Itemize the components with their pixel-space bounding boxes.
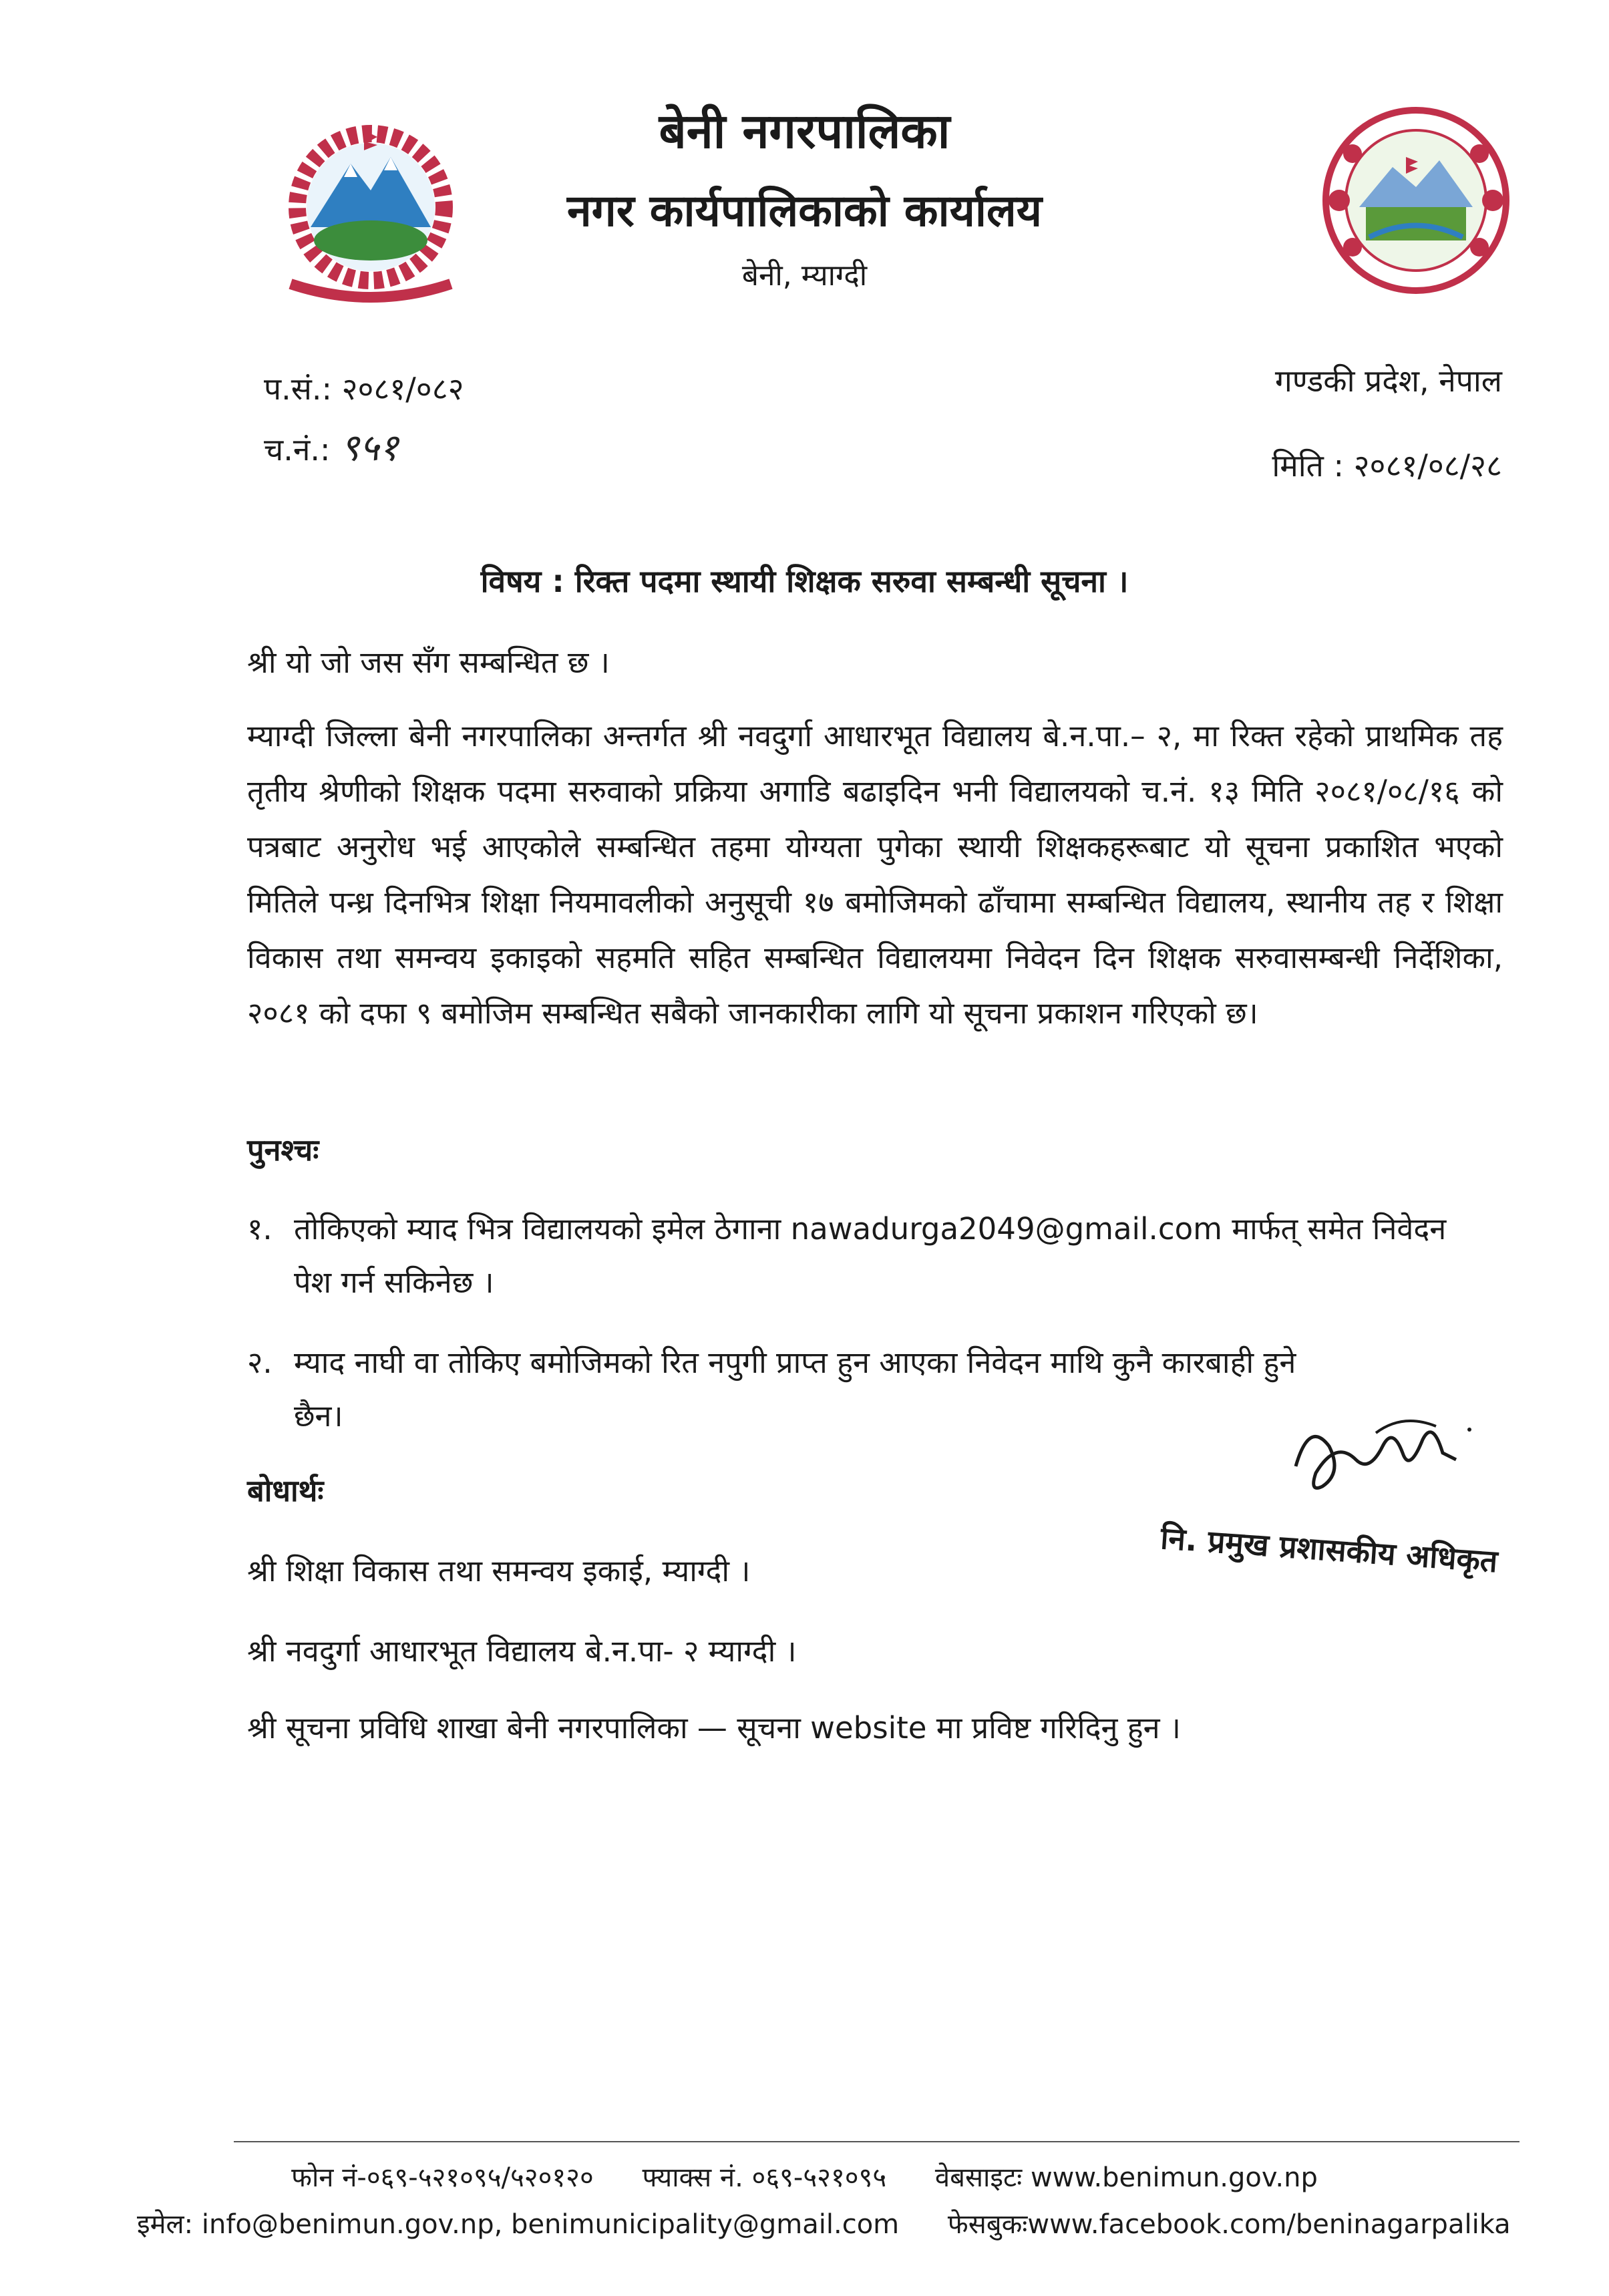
note-line: म्याद नाघी वा तोकिए बमोजिमको रित नपुगी प्राप्त हुन आएका निवेदन माथि कुनै कारबाही हुने (294, 1345, 1296, 1380)
recipient-line: श्री यो जो जस सँग सम्बन्धित छ । (247, 645, 610, 680)
dispatch-label: च.नं.: (264, 432, 331, 468)
date-label: मिति : (1272, 448, 1345, 484)
letter-date (1272, 444, 1502, 486)
footer-email: इमेल: info@benimun.gov.np, benimunicipality@gmail.com (137, 2209, 900, 2240)
footer-website: वेबसाइटः www.benimun.gov.np (934, 2162, 1318, 2193)
footer-fax: फ्याक्स नं. ०६९-५२१०९५ (642, 2162, 887, 2193)
dispatch-value: ९५१ (340, 426, 399, 470)
dispatch-number (264, 421, 398, 472)
office-name: नगर कार्यपालिकाको कार्यालय (567, 185, 1042, 236)
signature-icon (1282, 1393, 1483, 1513)
subject-line: विषय : रिक्त पदमा स्थायी शिक्षक सरुवा सम्बन्धी सूचना । (480, 563, 1129, 599)
main-paragraph: म्याग्दी जिल्ला बेनी नगरपालिका अन्तर्गत श्री नवदुर्गा आधारभूत विद्यालय बे.न.पा.– २, मा रिक्त रहेको प्राथमिक तह तृतीय श्रेणीको शिक्षक पदमा सरुवाको प्रक्रिया अगाडि बढाइदिन भनी विद्यालयको च.नं. १३ मिति २०८१/०८/१६ को पत्रबाट अनुरोध भई आएकोले सम्बन्धित तहमा योग्यता पुगेका स्थायी शिक्षकहरूबाट यो सूचना प्रकाशित भएको मितिले पन्ध्र दिनभित्र शिक्षा नियमावलीको अनुसूची १७ बमोजिमको ढाँचामा सम्बन्धित विद्यालय, स्थानीय तह र शिक्षा विकास तथा समन्वय इकाइको सहमति सहित सम्बन्धित विद्यालयमा निवेदन दिन शिक्षक सरुवासम्बन्धी निर्देशिका, २०८१ को दफा ९ बमोजिम सम्बन्धित सबैको जानकारीका लागि यो सूचना प्रकाशन गरिएको छ। (247, 718, 1503, 1031)
province-line: गण्डकी प्रदेश, नेपाल (1274, 363, 1502, 399)
ref-value: २०८१/०८२ (341, 371, 464, 407)
note-line: तोकिएको म्याद भित्र विद्यालयको इमेल ठेगाना nawadurga2049@gmail.com मार्फत् समेत निवेदन (294, 1211, 1447, 1247)
cc-item: श्री शिक्षा विकास तथा समन्वय इकाई, म्याग्दी । (247, 1553, 751, 1589)
date-value: २०८१/०८/२८ (1353, 448, 1502, 484)
footer-phone: फोन नं-०६९-५२१०९५/५२०१२० (291, 2162, 594, 2193)
footer-facebook: फेसबुकःwww.facebook.com/beninagarpalika (947, 2209, 1511, 2240)
reference-number (264, 367, 464, 409)
footer-email-line (137, 2204, 1606, 2241)
postscript-title: पुनश्चः (247, 1132, 319, 1168)
ref-label: प.सं.: (264, 371, 332, 407)
footer-divider (234, 2141, 1519, 2142)
note-number: २. (247, 1345, 273, 1380)
footer-contact-line (0, 2158, 1609, 2194)
office-address: बेनी, म्याग्दी (741, 259, 868, 293)
note-line: छैन। (294, 1398, 343, 1434)
cc-title: बोधार्थः (247, 1473, 324, 1508)
org-name: बेनी नगरपालिका (659, 103, 950, 159)
cc-item: श्री नवदुर्गा आधारभूत विद्यालय बे.न.पा- २ म्याग्दी । (247, 1633, 797, 1669)
note-number: १. (247, 1211, 273, 1247)
signatory-title: नि. प्रमुख प्रशासकीय अधिकृत (1159, 1519, 1499, 1580)
note-line: पेश गर्न सकिनेछ । (294, 1265, 494, 1300)
cc-item: श्री सूचना प्रविधि शाखा बेनी नगरपालिका — सूचना website मा प्रविष्ट गरिदिनु हुन । (247, 1710, 1181, 1746)
postscript-note (247, 1202, 1489, 1309)
